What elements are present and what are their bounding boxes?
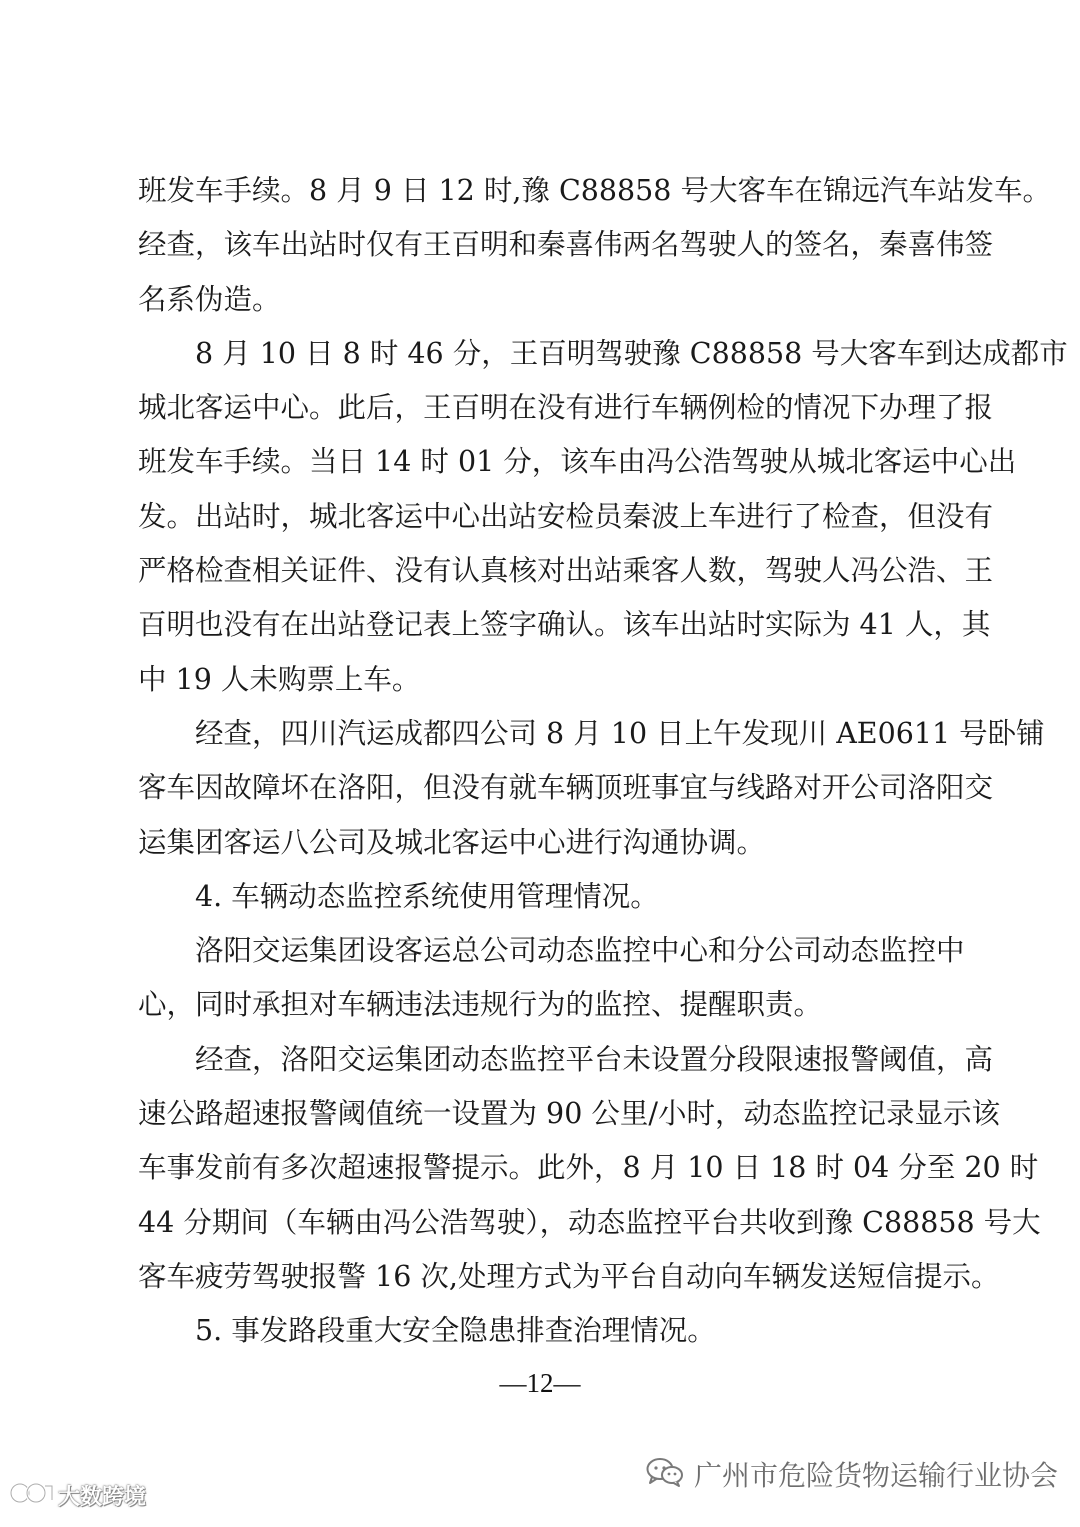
page-number: —12— <box>499 1368 581 1398</box>
text-line: 班发车手续。8 月 9 日 12 时,豫 C88858 号大客车在锦远汽车站发车。 <box>138 174 1051 207</box>
wechat-account-name: 广州市危险货物运输行业协会 <box>694 1459 1059 1492</box>
text-line: 城北客运中心。此后，王百明在没有进行车辆例检的情况下办理了报 <box>138 391 994 425</box>
text-line: 经查，洛阳交运集团动态监控平台未设置分段限速报警阈值，高 <box>195 1042 994 1076</box>
text-line: 经查，该车出站时仅有王百明和秦喜伟两名驾驶人的签名，秦喜伟签 <box>138 228 994 262</box>
text-line: 运集团客运八公司及城北客运中心进行沟通协调。 <box>138 825 766 859</box>
text-line: 5. 事发路段重大安全隐患排查治理情况。 <box>195 1314 716 1348</box>
text-line: 班发车手续。当日 14 时 01 分，该车由冯公浩驾驶从城北客运中心出 <box>138 445 1017 479</box>
text-line: 名系伪造。 <box>138 282 281 316</box>
text-line: 严格检查相关证件、没有认真核对出站乘客人数，驾驶人冯公浩、王 <box>138 554 994 588</box>
text-line: 发。出站时，城北客运中心出站安检员秦波上车进行了检查，但没有 <box>138 499 994 533</box>
wechat-icon <box>646 1457 684 1491</box>
text-line: 经查，四川汽运成都四公司 8 月 10 日上午发现川 AE0611 号卧铺 <box>195 716 1045 750</box>
document-body <box>138 164 1068 1359</box>
source-watermark <box>8 1475 146 1515</box>
text-line: 客车疲劳驾驶报警 16 次,处理方式为平台自动向车辆发送短信提示。 <box>138 1259 1000 1293</box>
source-label: 大数跨境 <box>58 1484 147 1510</box>
text-line: 44 分期间（车辆由冯公浩驾驶），动态监控平台共收到豫 C88858 号大 <box>138 1205 1041 1239</box>
text-line: 百明也没有在出站登记表上签字确认。该车出站时实际为 41 人，其 <box>138 608 991 642</box>
text-line: 心，同时承担对车辆违法违规行为的监控、提醒职责。 <box>138 988 823 1022</box>
text-line: 4. 车辆动态监控系统使用管理情况。 <box>195 879 659 913</box>
text-line: 客车因故障坏在洛阳，但没有就车辆顶班事宜与线路对开公司洛阳交 <box>138 771 994 805</box>
text-line: 中 19 人未购票上车。 <box>138 662 421 696</box>
source-logo-icon <box>8 1478 54 1512</box>
text-line: 洛阳交运集团设客运总公司动态监控中心和分公司动态监控中 <box>195 934 965 968</box>
text-line: 8 月 10 日 8 时 46 分，王百明驾驶豫 C88858 号大客车到达成都市 <box>195 336 1068 370</box>
text-line: 速公路超速报警阈值统一设置为 90 公里/小时，动态监控记录显示该 <box>138 1097 1000 1131</box>
text-line: 车事发前有多次超速报警提示。此外，8 月 10 日 18 时 04 分至 20 时 <box>138 1151 1039 1185</box>
wechat-watermark <box>646 1452 1058 1496</box>
